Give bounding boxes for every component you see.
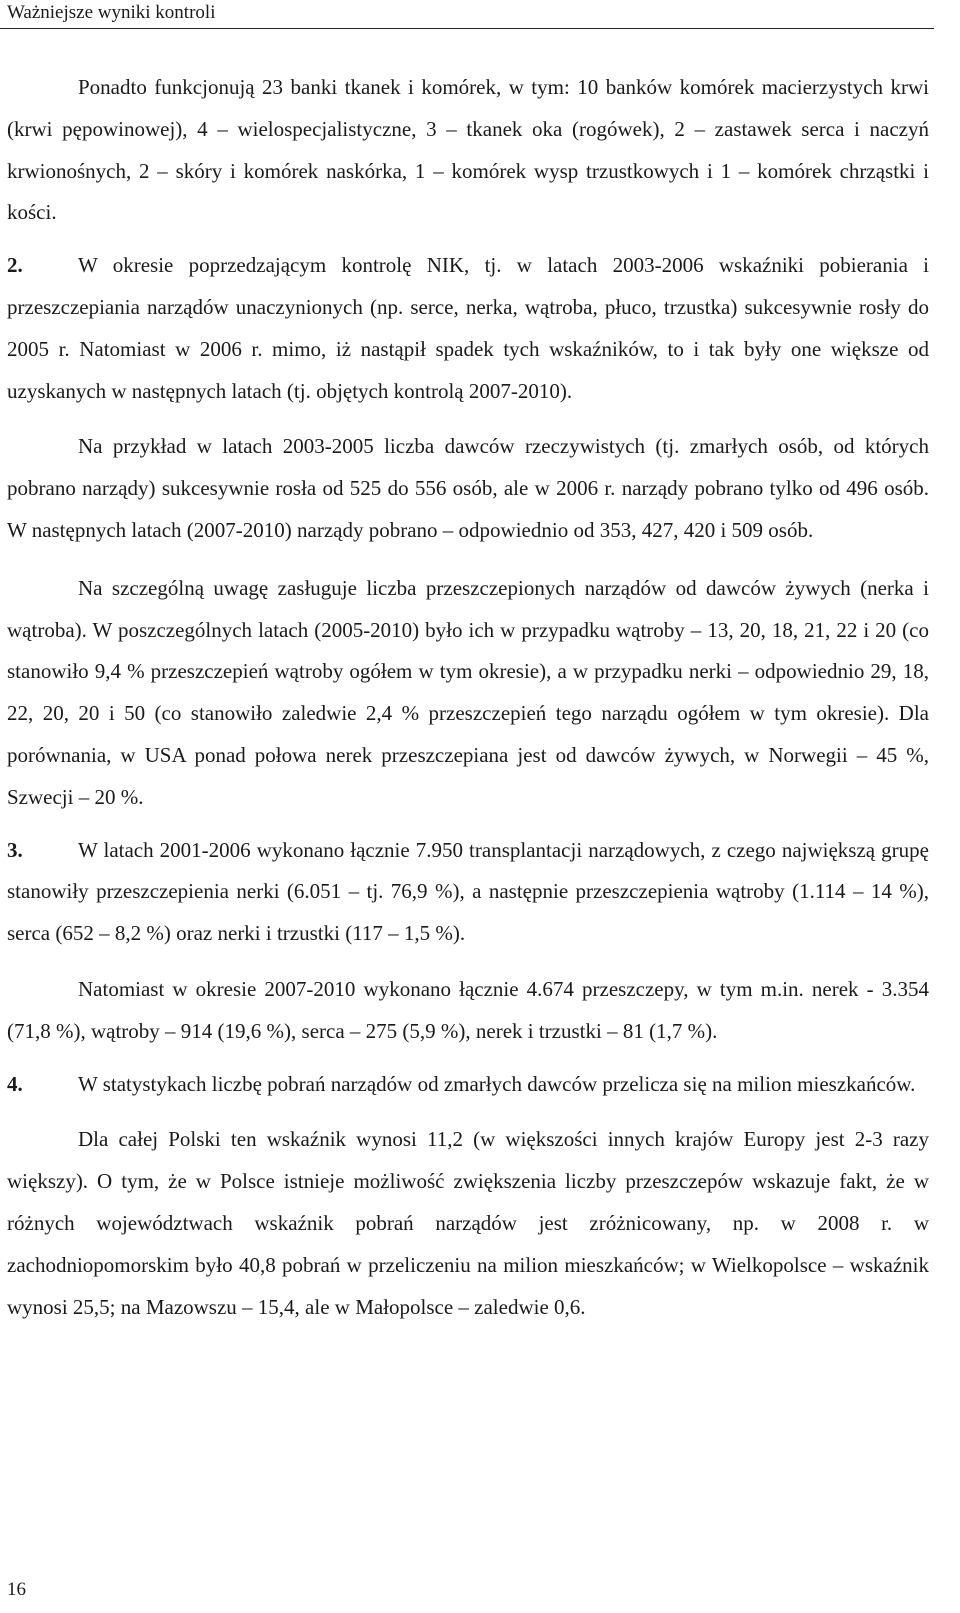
paragraph-text: W latach 2001-2006 wykonano łącznie 7.950 transplantacji narządowych, z czego największą grupę stanowiły przeszczepienia nerki (6.051 – tj. 76,9 %), a następnie przeszczepienia wątroby (1.114 – 14 %), serca (652 – 8,2 %) oraz nerki i trzustki (117 – 1,5 %).	[7, 837, 929, 946]
paragraph-text: Na przykład w latach 2003-2005 liczba dawców rzeczywistych (tj. zmarłych osób, od których pobrano narządy) sukcesywnie rosła od 525 do 556 osób, ale w 2006 r. narządy pobrano tylko od 496 osób. W następnych latach (2007-2010) narządy pobrano – odpowiednio od 353, 427, 420 i 509 osób.	[7, 434, 929, 542]
point-number: 3.	[7, 837, 23, 862]
paragraph-text: Natomiast w okresie 2007-2010 wykonano łącznie 4.674 przeszczepy, w tym m.in. nerek - 3.354 (71,8 %), wątroby – 914 (19,6 %), serca – 275 (5,9 %), nerek i trzustki – 81 (1,7 %).	[7, 976, 929, 1043]
running-header: Ważniejsze wyniki kontroli	[7, 2, 216, 23]
paragraph-transplants-2007-2010	[7, 969, 929, 1053]
page-number: 16	[7, 1579, 26, 1600]
point-number: 2.	[7, 253, 23, 278]
paragraph-tissue-banks	[7, 67, 929, 234]
paragraph-text: Dla całej Polski ten wskaźnik wynosi 11,2 (w większości innych krajów Europy jest 2-3 razy większy). O tym, że w Polsce istnieje możliwość zwiększenia liczby przeszczepów wskazuje fakt, że w różnych województwach wskaźnik pobrań narządów jest zróżnicowany, np. w 2008 r. w zachodniopomorskim było 40,8 pobrań w przeliczeniu na milion mieszkańców; w Wielkopolsce – wskaźnik wynosi 25,5; na Mazowszu – 15,4, ale w Małopolsce – zaledwie 0,6.	[7, 1127, 929, 1319]
paragraph-text: W statystykach liczbę pobrań narządów od zmarłych dawców przelicza się na milion mieszkańców.	[78, 1071, 916, 1096]
paragraph-point-3	[7, 830, 929, 955]
paragraph-point-2	[7, 245, 929, 412]
paragraph-donors-example	[7, 426, 929, 551]
paragraph-text: Na szczególną uwagę zasługuje liczba przeszczepionych narządów od dawców żywych (nerka i wątroba). W poszczególnych latach (2005-2010) było ich w przypadku wątroby – 13, 20, 18, 21, 22 i 20 (co stanowiło 9,4 % przeszczepień wątroby ogółem w tym okresie), a w przypadku nerki – odpowiednio 29, 18, 22, 20, 20 i 50 (co stanowiło zaledwie 2,4 % przeszczepień tego narządu ogółem w tym okresie). Dla porównania, w USA ponad połowa nerek przeszczepiana jest od dawców żywych, w Norwegii – 45 %, Szwecji – 20 %.	[7, 575, 929, 809]
paragraph-text: W okresie poprzedzającym kontrolę NIK, tj. w latach 2003-2006 wskaźniki pobierania i przeszczepiania narządów unaczynionych (np. serce, nerka, wątroba, płuco, trzustka) sukcesywnie rosły do 2005 r. Natomiast w 2006 r. mimo, iż nastąpił spadek tych wskaźników, to i tak były one większe od uzyskanych w następnych latach (tj. objętych kontrolą 2007-2010).	[7, 253, 929, 403]
paragraph-text: Ponadto funkcjonują 23 banki tkanek i komórek, w tym: 10 banków komórek macierzystych krwi (krwi pępowinowej), 4 – wielospecjalistyczne, 3 – tkanek oka (rogówek), 2 – zastawek serca i naczyń krwionośnych, 2 – skóry i komórek naskórka, 1 – komórek wysp trzustkowych i 1 – komórek chrząstki i kości.	[7, 75, 929, 225]
document-body	[7, 67, 929, 1328]
header-rule	[0, 28, 934, 29]
paragraph-living-donors	[7, 568, 929, 819]
paragraph-point-4	[7, 1064, 929, 1106]
point-number: 4.	[7, 1071, 23, 1096]
paragraph-regional-rates	[7, 1119, 929, 1328]
